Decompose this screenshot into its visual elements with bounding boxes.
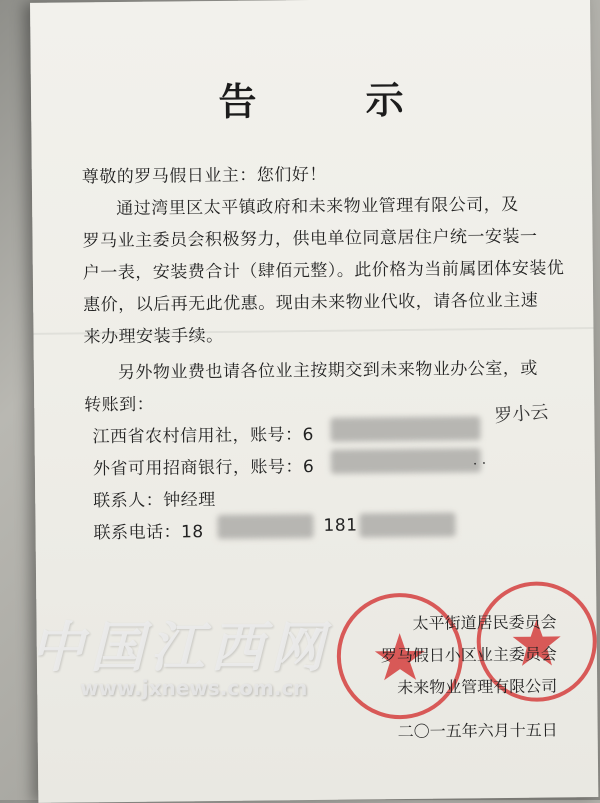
account-number-prefix: 6: [302, 456, 315, 478]
account-label: 外省可用招商银行，账号：: [92, 457, 303, 480]
redacted-account-number: [330, 416, 480, 442]
signature-residents-committee: 太平街道居民委员会: [412, 612, 557, 633]
redacted-account-number: [331, 448, 481, 474]
handwritten-mark: · ·: [472, 455, 487, 473]
redacted-phone-1: [217, 514, 313, 539]
paragraph1-line3: 户一表，安装费合计（肆佰元整）。此价格为当前属团体安装优: [82, 258, 565, 284]
phone1-prefix: 18: [180, 522, 204, 543]
paragraph1-line1: 通过湾里区太平镇政府和未来物业管理有限公司，及: [116, 194, 519, 220]
signature-property-company: 未来物业管理有限公司: [397, 676, 558, 698]
notice-date: 二〇一五年六月十五日: [397, 720, 558, 742]
greeting: 尊敬的罗马假日业主：您们好！: [81, 164, 327, 188]
watermark-url: www.jxnews.com.cn: [80, 676, 308, 700]
paragraph2-line2: 转账到：: [84, 394, 155, 416]
account-rural-credit: [92, 420, 314, 447]
phone2-prefix: 181: [323, 515, 358, 536]
contact-phone: [93, 517, 203, 543]
account-number-prefix: 6: [302, 424, 314, 446]
account-merchants-bank: [93, 452, 315, 479]
notice-title: 告 示: [218, 77, 452, 124]
contact-person: 联系人：钟经理: [93, 490, 216, 512]
redacted-phone-2: [359, 513, 455, 538]
handwritten-name: 罗小云: [493, 401, 550, 427]
signature-owners-committee: 罗马假日小区业主委员会: [380, 644, 557, 666]
watermark-logo: 中国江西网: [30, 615, 330, 679]
paragraph2-line1: 另外物业费也请各位业主按期交到未来物业办公室，或: [117, 358, 538, 384]
paragraph1-line4: 惠价，以后再无此优惠。现由未来物业代收，请各位业主速: [83, 290, 539, 316]
phone-label: 联系电话：: [93, 522, 182, 544]
paragraph1-line5: 来办理安装手续。: [83, 325, 224, 348]
account-label: 江西省农村信用社，账号：: [92, 425, 303, 448]
paragraph1-line2: 罗马业主委员会积极努力，供电单位同意居住户统一安装一: [82, 226, 538, 252]
